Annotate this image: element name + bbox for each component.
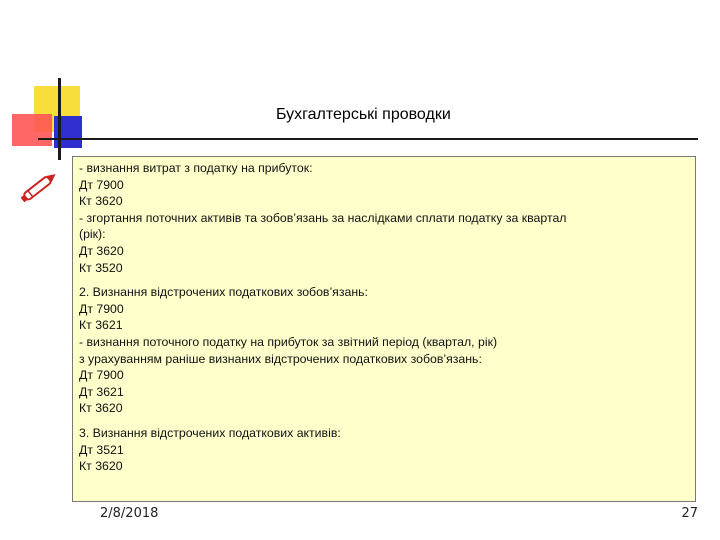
text-line: Кт 3620 <box>79 401 123 416</box>
text-line: Дт 7900 <box>79 301 124 316</box>
text-line: (рік): <box>79 227 106 242</box>
slide-title: Бухгалтерські проводки <box>276 106 451 123</box>
pen-icon <box>16 166 62 208</box>
text-line: Кт 3520 <box>79 260 123 275</box>
text-line: Дт 3620 <box>79 243 124 258</box>
text-line: - визнання поточного податку на прибуток за звітний період (квартал, рік) <box>79 334 498 349</box>
text-line: Дт 3521 <box>79 442 124 457</box>
text-line: Кт 3620 <box>79 459 123 474</box>
text-line: Дт 3621 <box>79 384 124 399</box>
entry-block <box>79 160 689 276</box>
decor-vertical-line <box>58 78 61 160</box>
entry-block <box>79 425 689 475</box>
text-line: - визнання витрат з податку на прибуток: <box>79 161 313 175</box>
text-line: Кт 3621 <box>79 318 123 333</box>
text-line: Дт 7900 <box>79 177 124 192</box>
decor-red-square <box>12 114 52 146</box>
entry-block <box>79 284 689 417</box>
page-number: 27 <box>681 506 698 521</box>
text-line: з урахуванням раніше визнаних відстрочених податкових зобов’язань: <box>79 351 482 366</box>
decor-horizontal-line <box>38 138 698 140</box>
text-line: Кт 3620 <box>79 194 123 209</box>
text-line: 2. Визнання відстрочених податкових зобов’язань: <box>79 285 368 300</box>
footer-date: 2/8/2018 <box>100 506 159 521</box>
text-line: Дт 7900 <box>79 368 124 383</box>
content-box <box>72 156 696 502</box>
text-line: 3. Визнання відстрочених податкових активів: <box>79 425 341 440</box>
text-line: - згортання поточних активів та зобов’язань за наслідками сплати податку за квартал <box>79 210 567 225</box>
